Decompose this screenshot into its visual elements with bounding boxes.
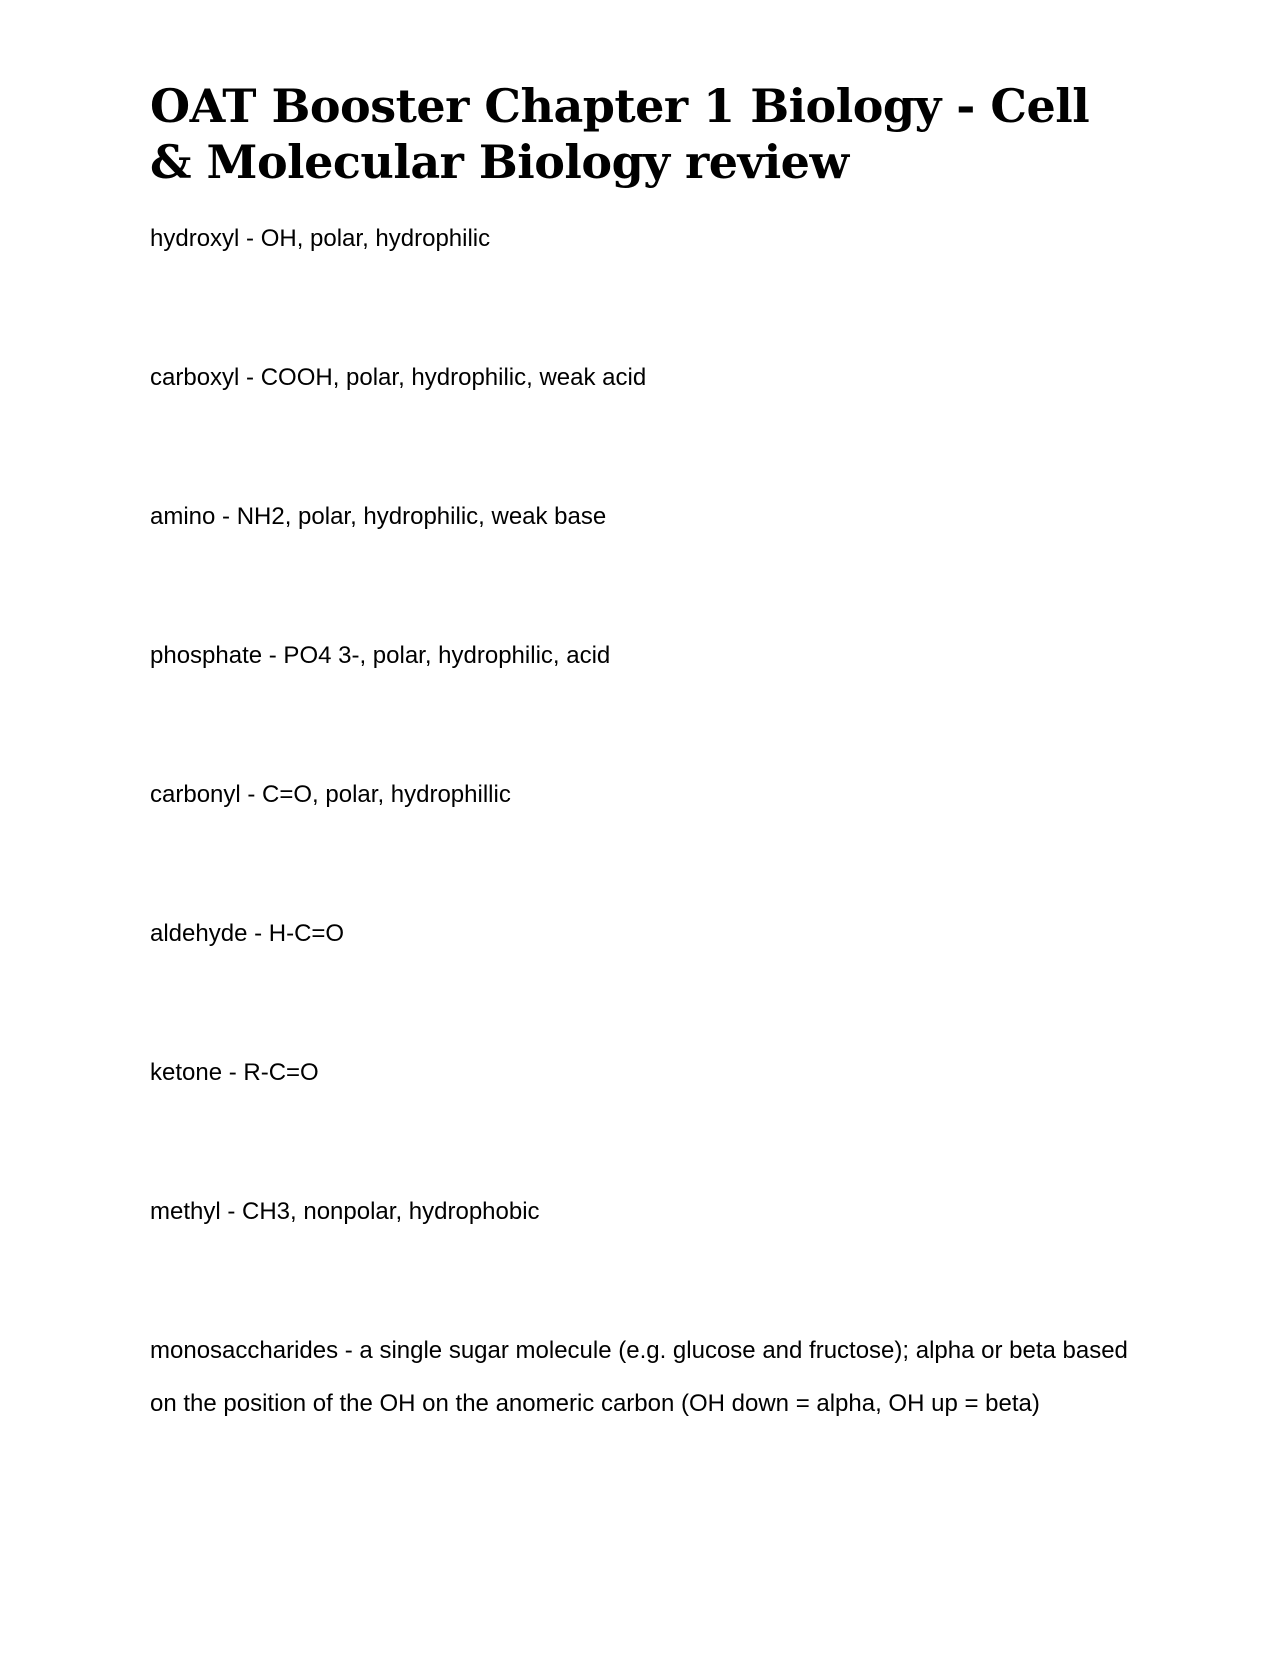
entry-carboxyl: carboxyl - COOH, polar, hydrophilic, weak acid — [150, 364, 647, 391]
document-page — [150, 78, 1130, 1516]
entry-hydroxyl: hydroxyl - OH, polar, hydrophilic — [150, 225, 491, 252]
entry-phosphate: phosphate - PO4 3-, polar, hydrophilic, acid — [150, 642, 611, 669]
entry-monosaccharides: monosaccharides - a single sugar molecule (e.g. glucose and fructose); alpha or beta based on the position of the OH on the anomeric carbon (OH down = alpha, OH up = beta) — [150, 1337, 1128, 1417]
entry-carbonyl: carbonyl - C=O, polar, hydrophillic — [150, 781, 511, 808]
entry-ketone: ketone - R-C=O — [150, 1059, 319, 1086]
entry-amino: amino - NH2, polar, hydrophilic, weak base — [150, 503, 607, 530]
entry-list — [150, 212, 1130, 1430]
entry-methyl: methyl - CH3, nonpolar, hydrophobic — [150, 1198, 540, 1225]
entry-aldehyde: aldehyde - H-C=O — [150, 920, 345, 947]
page-title: OAT Booster Chapter 1 Biology - Cell & Molecular Biology review — [150, 79, 1090, 189]
